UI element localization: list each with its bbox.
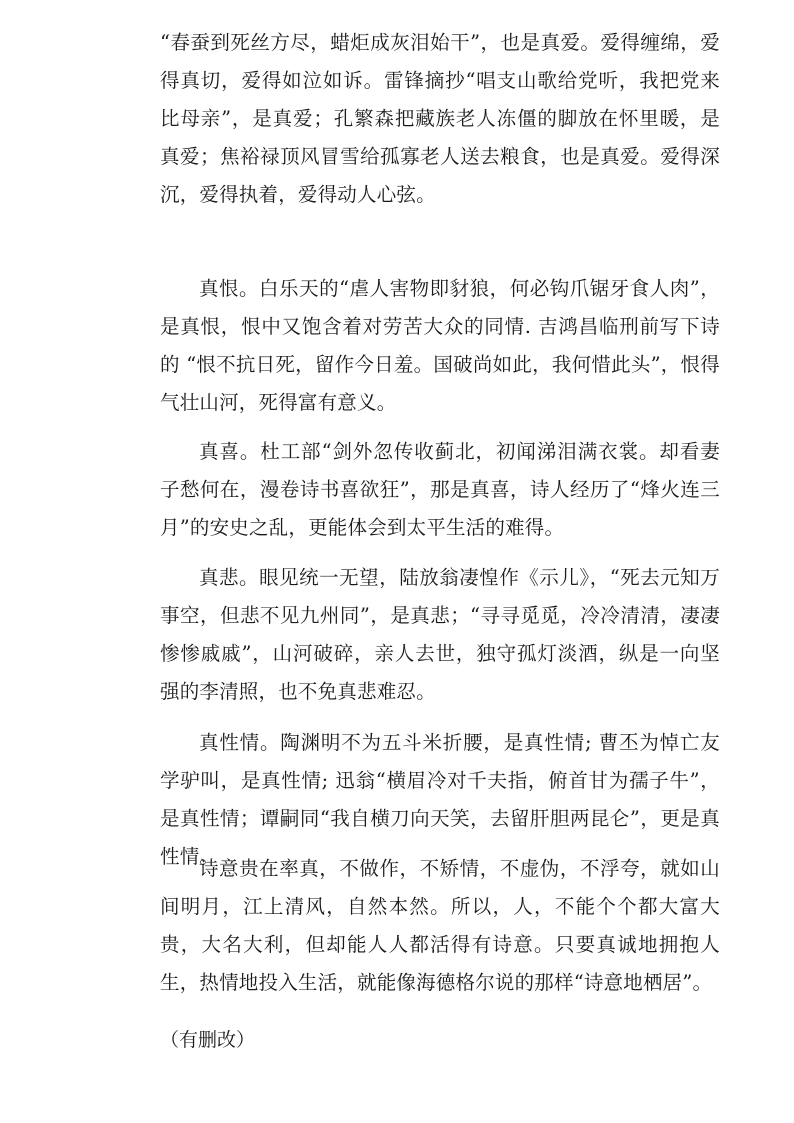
- paragraph-true-sorrow: 真悲。眼见统一无望，陆放翁凄惶作《示儿》，“死去元知万事空，但悲不见九州同”，是真悲；“寻寻觅觅，冷冷清清，凄凄惨惨戚戚”，山河破碎，亲人去世，独守孤灯淡酒，纵是一向坚强的李清照，也不免真悲难忍。: [160, 566, 720, 703]
- paragraph-true-love: “春蚕到死丝方尽，蜡炬成灰泪始干”，也是真爱。爱得缠绵，爱得真切，爱得如泣如诉。雷锋摘抄“唱支山歌给党听，我把党来比母亲”，是真爱；孔繁森把藏族老人冻僵的脚放在怀里暖，是真爱；焦裕禄顶风冒雪给孤寡老人送去粮食，也是真爱。爱得深沉，爱得执着，爱得动人心弦。: [160, 31, 720, 206]
- paragraph-true-joy: 真喜。杜工部“剑外忽传收蓟北，初闻涕泪满衣裳。却看妻子愁何在，漫卷诗书喜欲狂”，那是真喜，诗人经历了“烽火连三月”的安史之乱，更能体会到太平生活的难得。: [160, 440, 720, 539]
- paragraph-true-temperament: 真性情。陶渊明不为五斗米折腰，是真性情; 曹丕为悼亡友学驴叫，是真性情; 迅翁“横眉冷对千夫指，俯首甘为孺子牛”，是真性情；谭嗣同“我自横刀向天笑，去留肝胆两昆仑”，更是真性情。: [160, 731, 720, 868]
- revision-note: （有删改）: [160, 1029, 256, 1051]
- paragraph-true-hate: 真恨。白乐天的“虐人害物即豺狼，何必钩爪锯牙食人肉”，是真恨，恨中又饱含着对劳苦大众的同情. 吉鸿昌临刑前写下诗的 “恨不抗日死，留作今日羞。国破尚如此，我何惜此头”，恨得气壮山河，死得富有意义。: [160, 277, 720, 414]
- paragraph-poetic-life: 诗意贵在率真，不做作，不矫情，不虚伪，不浮夸，就如山间明月，江上清风，自然本然。所以，人，不能个个都大富大贵，大名大利，但却能人人都活得有诗意。只要真诚地拥抱人生，热情地投入生活，就能像海德格尔说的那样“诗意地栖居”。: [160, 857, 720, 994]
